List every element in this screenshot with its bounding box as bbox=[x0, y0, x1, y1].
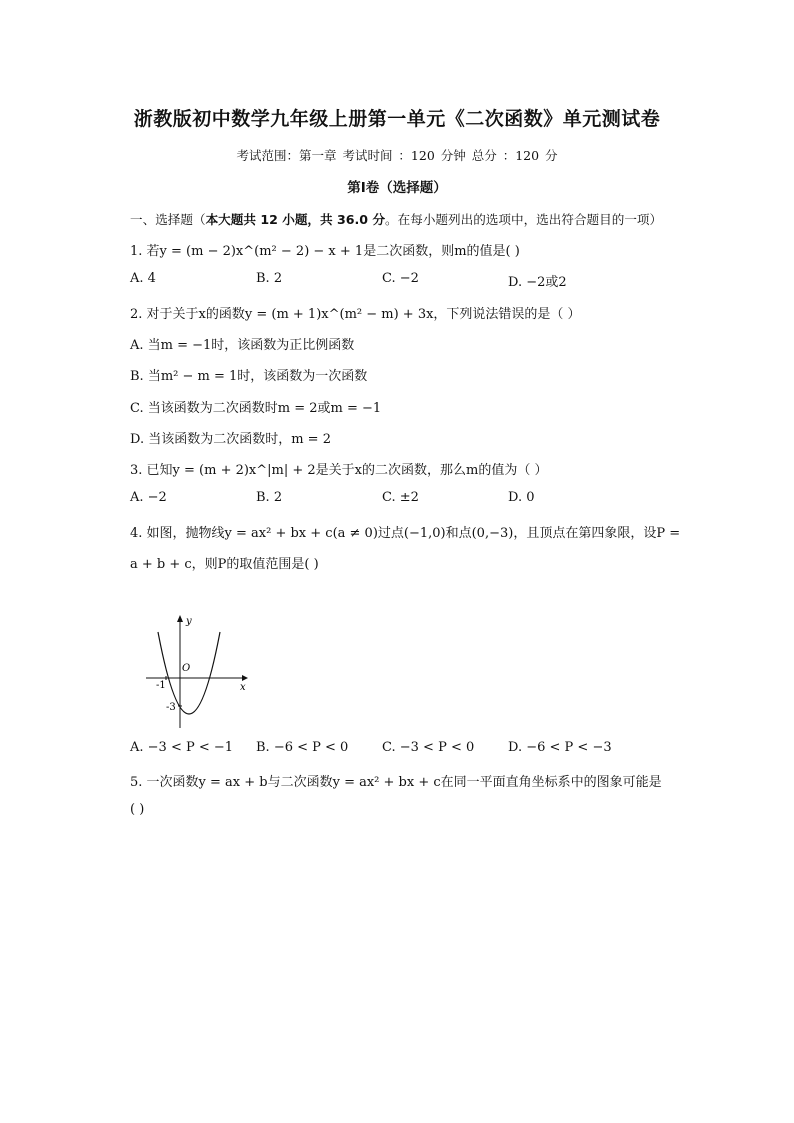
origin-label: O bbox=[182, 663, 191, 674]
q3-option-b[interactable]: B. 2 bbox=[256, 490, 283, 505]
question-5-stem-line2: ( ) bbox=[130, 802, 145, 817]
q4-option-d[interactable]: D. −6 < P < −3 bbox=[508, 740, 612, 755]
q1-option-a[interactable]: A. 4 bbox=[130, 271, 156, 286]
neg-three-label: -3 bbox=[166, 702, 176, 713]
y-axis-label: y bbox=[186, 616, 192, 627]
q2-option-a[interactable]: A. 当m = −1时，该函数为正比例函数 bbox=[130, 338, 355, 353]
q1-option-b[interactable]: B. 2 bbox=[256, 271, 283, 286]
q4-option-a[interactable]: A. −3 < P < −1 bbox=[130, 740, 234, 755]
question-4-stem-line2: a + b + c，则P的取值范围是( ) bbox=[130, 557, 319, 572]
question-5-stem-line1: 5. 一次函数y = ax + b与二次函数y = ax² + bx + c在同一平面直角坐标系中的图象可能是 bbox=[130, 775, 662, 790]
q3-option-a[interactable]: A. −2 bbox=[130, 490, 167, 505]
q2-option-c[interactable]: C. 当该函数为二次函数时m = 2或m = −1 bbox=[130, 401, 382, 416]
volume-title: 第Ⅰ卷（选择题） bbox=[347, 180, 447, 196]
question-1-stem: 1. 若y = (m − 2)x^(m² − 2) − x + 1是二次函数，则m的值是( ) bbox=[130, 244, 520, 259]
neg-one-label: -1 bbox=[156, 680, 166, 691]
q3-option-c[interactable]: C. ±2 bbox=[382, 490, 419, 505]
q2-option-d[interactable]: D. 当该函数为二次函数时，m = 2 bbox=[130, 432, 331, 447]
q3-option-d[interactable]: D. 0 bbox=[508, 490, 535, 505]
q1-option-d[interactable]: D. −2或2 bbox=[508, 275, 567, 290]
question-3-stem: 3. 已知y = (m + 2)x^|m| + 2是关于x的二次函数，那么m的值为（ ） bbox=[130, 463, 548, 478]
section-suffix: 。在每小题列出的选项中，选出符合题目的一项） bbox=[385, 212, 663, 227]
exam-info: 考试范围：第一章 考试时间 ：120 分钟 总分 ：120 分 bbox=[236, 148, 558, 163]
section-bold: 本大题共 12 小题，共 36.0 分 bbox=[205, 212, 386, 227]
q2-option-b[interactable]: B. 当m² − m = 1时，该函数为一次函数 bbox=[130, 369, 368, 384]
q4-option-b[interactable]: B. −6 < P < 0 bbox=[256, 740, 349, 755]
question-2-stem: 2. 对于关于x的函数y = (m + 1)x^(m² − m) + 3x，下列说法错误的是（ ） bbox=[130, 307, 581, 322]
section-prefix: 一、选择题（ bbox=[130, 212, 206, 227]
x-axis-label: x bbox=[240, 682, 246, 693]
q1-option-c[interactable]: C. −2 bbox=[382, 271, 419, 286]
section-heading bbox=[130, 209, 662, 228]
parabola-figure bbox=[142, 610, 252, 732]
y-axis-arrow bbox=[177, 615, 183, 622]
question-4-stem-line1: 4. 如图，抛物线y = ax² + bx + c(a ≠ 0)过点(−1,0)和点(0,−3)，且顶点在第四象限，设P = bbox=[130, 526, 681, 541]
x-axis-arrow bbox=[242, 675, 248, 681]
page-title: 浙教版初中数学九年级上册第一单元《二次函数》单元测试卷 bbox=[133, 108, 661, 130]
q4-option-c[interactable]: C. −3 < P < 0 bbox=[382, 740, 475, 755]
